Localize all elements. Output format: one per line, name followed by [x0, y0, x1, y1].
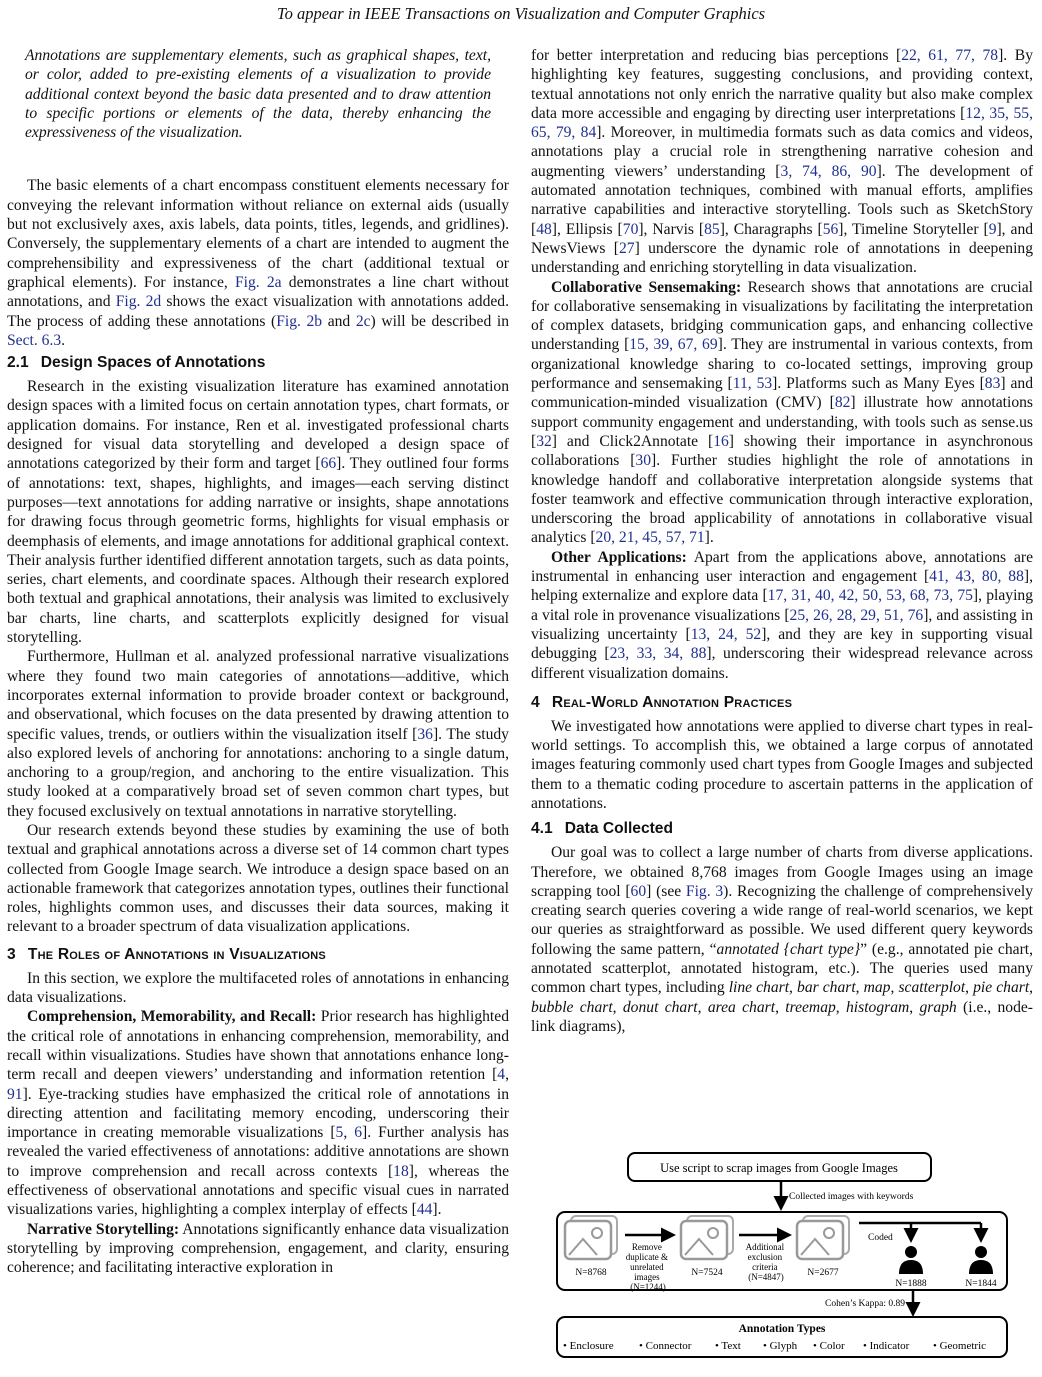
paragraph-comprehension	[7, 1007, 509, 1219]
text: ]. Platforms such as Many Eyes [	[772, 375, 985, 393]
type-geometric: Geometric	[939, 1340, 987, 1352]
citation[interactable]: 70	[622, 220, 639, 238]
text: ,	[855, 979, 864, 997]
text: ,	[789, 979, 798, 997]
citation[interactable]: 60	[630, 882, 647, 900]
paragraph-real-world: We investigated how annotations were applied to diverse chart types in real-world settings. To accomplish this, we obtained a large corpus of annotated images featuring commonly used chart types from Google Images and subjected them to a thematic coding procedure to ascertain patterns in the application of annotations.	[531, 717, 1033, 812]
section-ref[interactable]: Sect. 6.3	[7, 331, 62, 349]
annotation-definition: Annotations are supplementary elements, such as graphical shapes, text, or color, added to pre-existing elements of a visualization to provide additional context beyond the basic data presented and to draw attention to specific portions or elements of the data, thereby enhancing the expressiveness of the visualization.	[25, 47, 491, 142]
text: ], and they are key in supporting visual debugging [	[531, 625, 1033, 663]
section-title: Data Collected	[564, 820, 674, 838]
citation[interactable]: 36	[417, 725, 433, 743]
text: ]. They are instrumental in various contexts, from organizational knowledge sharing to co-located settings, improving group performance and sensemaking [	[531, 336, 1033, 393]
count-after-exclusion: N=2677	[807, 1268, 839, 1278]
text: ] and Click2Annotate [	[551, 432, 714, 450]
chart-type: histogram	[846, 998, 910, 1016]
paragraph-data-collected	[531, 843, 1033, 1036]
paragraph-heading: Other Applications:	[551, 548, 687, 566]
citation[interactable]: 44	[416, 1201, 433, 1219]
text: ] underscore the dynamic role of annotations in deepening understanding and enriching storytelling in data visualization.	[531, 239, 1033, 277]
text: and	[322, 312, 356, 330]
citation[interactable]: 20, 21, 45, 57, 71	[595, 529, 705, 547]
chart-type: map	[863, 979, 891, 997]
text: for better interpretation and reducing bias perceptions [	[531, 47, 902, 64]
text: ], and assisting in visualizing uncertainty [	[531, 606, 1033, 643]
text: Our goal was to collect a large number of charts from diverse applications. Therefore, we obtained 8,768 images from Google Images using an image scrapping tool [	[531, 844, 1033, 900]
chart-type: area chart	[707, 998, 776, 1016]
collected-label: Collected images with keywords	[789, 1192, 914, 1202]
text: Research in the existing visualization literature has examined annotation design spaces with a limited focus on certain annotation types, chart formats, or application domains. For instance, Ren et al. investigated professional charts designed for visual data storytelling and developed a design space of annotations categorized by their form and target [	[7, 378, 509, 473]
citation[interactable]: 30	[635, 452, 652, 470]
paragraph-collaborative	[531, 278, 1033, 548]
text: ], Narvis [	[638, 220, 705, 238]
text: ], Charagraphs [	[719, 220, 823, 238]
fig-ref[interactable]: 2c	[355, 312, 371, 330]
citation[interactable]: 66	[320, 455, 337, 473]
text: ], Timeline Storyteller [	[838, 220, 989, 238]
chart-type: scatterplot	[898, 979, 966, 997]
citation[interactable]: 41, 43, 80, 88	[929, 568, 1024, 586]
section-number: 2.1	[7, 354, 29, 372]
text: ]. By highlighting key features, suggesting conclusions, and providing context, textual annotations not only enrich the narrative quality but also make complex data more accessible and engaging by directing user interpretations [	[531, 47, 1034, 122]
text: ], Ellipsis [	[551, 220, 623, 238]
text: ]. Moreover, in multimedia formats such as data comics and videos, annotations play a crucial role in strengthening narrative cohesion and augmenting viewers’ understanding [	[531, 124, 1033, 180]
citation[interactable]: 16	[713, 432, 729, 450]
text: ) will be described in	[370, 312, 509, 330]
query-pattern: annotated {chart type}	[716, 940, 861, 958]
text: ] (see	[646, 882, 686, 900]
text: Furthermore, Hullman et al. analyzed professional narrative visualizations where they found two main categories of annotations—additive, which incorporates external information to provide broader context or background, and observational, which focuses on the data presented by drawing attention to specific values, trends, or outliers within the visualization itself [	[7, 648, 509, 743]
right-column	[531, 46, 1033, 1036]
paragraph-heading: Narrative Storytelling:	[27, 1220, 180, 1238]
text: Apart from the applications above, annotations are instrumental in enhancing user interaction and engagement [	[531, 548, 1033, 586]
text: ] illustrate how annotations support community engagement and understanding, with tools such as sense.us [	[531, 394, 1033, 450]
citation[interactable]: 17, 31, 40, 42, 50, 53, 68, 73, 75	[767, 587, 973, 605]
citation[interactable]: 82	[834, 394, 851, 412]
citation[interactable]: 9	[988, 220, 997, 238]
citation[interactable]: 32	[536, 432, 552, 450]
kappa-label: Cohen’s Kappa: 0.89	[825, 1299, 905, 1309]
section-title: The Roles of Annotations in Visualizations	[27, 945, 326, 963]
type-text: Text	[721, 1340, 741, 1352]
paragraph-other-applications	[531, 548, 1033, 683]
pipeline-diagram	[553, 1150, 1009, 1365]
text: ].	[432, 1201, 442, 1219]
section-heading-4	[531, 693, 1033, 713]
citation[interactable]: 18	[393, 1162, 409, 1180]
citation[interactable]: 4	[497, 1066, 506, 1084]
citation[interactable]: 13, 24, 52	[690, 625, 762, 643]
paragraph-heading: Comprehension, Memorability, and Recall:	[27, 1008, 317, 1026]
citation[interactable]: 3, 74, 86, 90	[780, 162, 877, 180]
type-glyph: Glyph	[769, 1340, 798, 1352]
paragraph-narrative	[7, 1220, 509, 1278]
text: ,	[1029, 979, 1034, 997]
running-head: To appear in IEEE Transactions on Visualization and Computer Graphics	[276, 4, 766, 23]
text: shows the exact visualization with annotations added. The process of adding these annotations (	[7, 293, 509, 330]
count-initial: N=8768	[575, 1268, 607, 1278]
citation[interactable]: 56	[822, 220, 839, 238]
citation[interactable]: 85	[704, 220, 720, 238]
text: The basic elements of a chart encompass constituent elements necessary for conveying the relevant information without reliance on external aids (usually but not exclusively axes, axis labels, data points, titles, legends, and gridlines). Conversely, the supplementary elements of a chart are intended to augment the comprehensibility and expressiveness of the chart (additional textual or graphical elements). For instance,	[7, 177, 509, 291]
coded-label: Coded	[868, 1233, 893, 1243]
text: ], and NewsViews [	[531, 220, 1034, 257]
image-stack-icon	[565, 1216, 617, 1259]
citation[interactable]: 12, 35, 55, 65, 79, 84	[531, 104, 1033, 142]
paragraph-basic-elements	[7, 176, 509, 350]
paragraph-design-spaces	[7, 377, 509, 647]
section-number: 4.1	[531, 820, 553, 838]
paragraph-hullman	[7, 647, 509, 821]
text: ].	[704, 529, 714, 547]
citation[interactable]: 11, 53	[732, 375, 773, 393]
text: ], playing a vital role in provenance visualizations [	[531, 587, 1034, 624]
text: ,	[909, 998, 920, 1016]
paragraph-heading: Collaborative Sensemaking:	[551, 278, 742, 296]
citation[interactable]: 48	[536, 220, 552, 238]
text: ,	[890, 979, 899, 997]
citation[interactable]: 91	[7, 1085, 23, 1103]
paragraph-narrative-cont	[531, 46, 1033, 278]
paragraph-our-research: Our research extends beyond these studies by examining the use of both textual and graphical annotations across a diverse set of 14 common chart types collected from Google Image search. We introduce a design space based on an actionable framework that categorizes annotation types, outlines their functional roles, highlights common uses, and discusses their data sources, making it relevant to a broader spectrum of data visualization applications.	[7, 821, 509, 936]
text: Research shows that annotations are crucial for collaborative sensemaking in visualizations by facilitating the interpretation of complex datasets, bridging communication gaps, and enhancing collective understanding [	[531, 278, 1033, 354]
text: ,	[343, 1124, 355, 1142]
citation[interactable]: 25, 26, 28, 29, 51, 76	[789, 606, 924, 624]
fig-ref[interactable]: Fig. 2b	[276, 312, 323, 330]
chart-type: treemap	[785, 998, 836, 1016]
text: ” (e.g., annotated pie chart, annotated scatterplot, annotated histogram, etc.). The queries used many common chart types, including	[531, 940, 1033, 997]
section-heading-4-1	[531, 819, 1033, 839]
figure-3-pipeline	[553, 1150, 1009, 1365]
step-remove-label: Remove duplicate & unrelated images (N=1244)	[625, 1242, 668, 1292]
chart-type: donut chart	[622, 998, 698, 1016]
count-after-dedup: N=7524	[691, 1268, 723, 1278]
text: ,	[505, 1066, 509, 1084]
type-indicator: Indicator	[869, 1340, 910, 1352]
count-coder-1: N=1888	[895, 1279, 927, 1289]
chart-type: bubble chart	[531, 998, 613, 1016]
text: Prior research has highlighted the critical role of annotations in enhancing comprehension, memorability, and recall within visualizations. Studies have shown that annotations enhance long-term recall and deepen viewers’ understanding and information retention [	[7, 1008, 509, 1084]
text: ,	[697, 998, 708, 1016]
type-connector: Connector	[645, 1340, 692, 1352]
chart-type: graph	[919, 998, 957, 1016]
section-title: Design Spaces of Annotations	[40, 354, 266, 372]
text: ,	[612, 998, 623, 1016]
annotation-types-title: Annotation Types	[738, 1323, 826, 1335]
text: ], whereas the effectiveness of observational annotations and specific visual cues in narrated visualizations varies, highlighting a complex interplay of effects [	[7, 1162, 509, 1219]
text: ]. Further studies highlight the role of annotations in knowledge handoff and collaborative interpretation alongside systems that foster teamwork and effective communication through interactive exploration, underscoring the broad applicability of annotations in collaborative visual analytics [	[531, 452, 1033, 547]
citation[interactable]: 27	[618, 239, 635, 257]
citation[interactable]: 6	[354, 1124, 362, 1142]
chart-type: line chart	[728, 979, 790, 997]
section-heading-3	[7, 945, 509, 965]
text: ]. The development of automated annotation techniques, combined with manual efforts, amplifies narrative capabilities and interactive storytelling. Tools such as SketchStory [	[531, 162, 1034, 238]
chart-type: pie chart	[973, 979, 1030, 997]
text: .	[61, 331, 66, 349]
citation[interactable]: 23, 33, 34, 88	[609, 645, 707, 663]
text: ]. Further analysis has revealed the varied effectiveness of annotations: additive annotations are shown to improve comprehension and recall across contexts [	[7, 1124, 509, 1180]
chart-type: bar chart	[797, 979, 856, 997]
text: ] and communication-minded visualization (CMV) [	[531, 375, 1033, 412]
step-exclusion-label: Additional exclusion criteria (N=4847)	[745, 1242, 785, 1282]
text: ). Recognizing the challenge of comprehensively creating search queries covering a wide range of real-world scenarios, we kept our queries as straightforward as possible. We used different query keywords following the same pattern, “	[531, 882, 1034, 958]
section-number: 4	[531, 693, 540, 711]
fig-ref[interactable]: Fig. 2a	[234, 273, 282, 291]
citation[interactable]: 83	[984, 375, 1001, 393]
section-number: 3	[7, 945, 16, 963]
paragraph-section-intro: In this section, we explore the multifaceted roles of annotations in enhancing data visualizations.	[7, 969, 509, 1007]
text: ]. They outlined four forms of annotations: text, shapes, highlights, and images—each serving distinct purposes—text annotations for adding narrative or insights, shape annotations for drawing focus through geometric forms, highlights for visual emphasis or deemphasis of elements, and image annotations for additional graphical context. Their analysis further identified different annotation targets, such as data points, series, chart elements, and coordinate spaces. Although their research explored both textual and graphical annotations, their analysis was limited to exclusively bar charts, line charts, and scatterplots explicitly designed for visual storytelling.	[7, 455, 509, 647]
section-heading-2-1	[7, 353, 509, 373]
fig-ref[interactable]: Fig. 3	[685, 882, 724, 900]
text: ] showing their importance in asynchronous collaborations [	[531, 432, 1033, 470]
left-column	[7, 46, 509, 1278]
image-stack-icon	[681, 1216, 733, 1259]
text: ,	[965, 979, 974, 997]
type-enclosure: Enclosure	[569, 1340, 614, 1352]
text: ], underscoring their widespread relevance across different visualization domains.	[531, 645, 1033, 682]
fig-ref[interactable]: Fig. 2d	[115, 293, 162, 311]
citation[interactable]: 5	[335, 1124, 344, 1142]
text: ]. Eye-tracking studies have emphasized the critical role of annotations in directing attention and facilitating memory encoding, underscoring their importance in creating memorable visualizations [	[7, 1085, 509, 1142]
scrape-step-label: Use script to scrap images from Google Images	[660, 1161, 898, 1175]
type-color: Color	[819, 1340, 845, 1352]
text: demonstrates a line chart without annotations, and	[7, 273, 509, 311]
citation[interactable]: 22, 61, 77, 78	[901, 47, 999, 64]
citation[interactable]: 15, 39, 67, 69	[629, 336, 718, 354]
count-coder-2: N=1844	[965, 1279, 997, 1289]
text: ,	[775, 998, 786, 1016]
image-stack-icon	[797, 1216, 849, 1259]
text: ], helping externalize and explore data [	[531, 568, 1033, 605]
text: (i.e., node-link diagrams),	[531, 998, 1033, 1035]
section-title: Real-World Annotation Practices	[551, 693, 793, 711]
text: ,	[835, 998, 846, 1016]
text: Annotations significantly enhance data visualization storytelling by improving comprehension, engagement, and clarity, ensuring coherence; and facilitating interactive exploration in	[7, 1220, 509, 1277]
annotation-type-list: • Enclosure • Connector • Text • Glyph • Color • Indicator • Geometric	[563, 1340, 987, 1352]
text: ]. The study also explored levels of anchoring for annotations: anchoring to a single datum, anchoring to a group/region, and anchoring to the entire visualization. This study looked at a comparatively broad set of seven common chart types, but they focused exclusively on textual annotations in narrative storytelling.	[7, 725, 509, 820]
